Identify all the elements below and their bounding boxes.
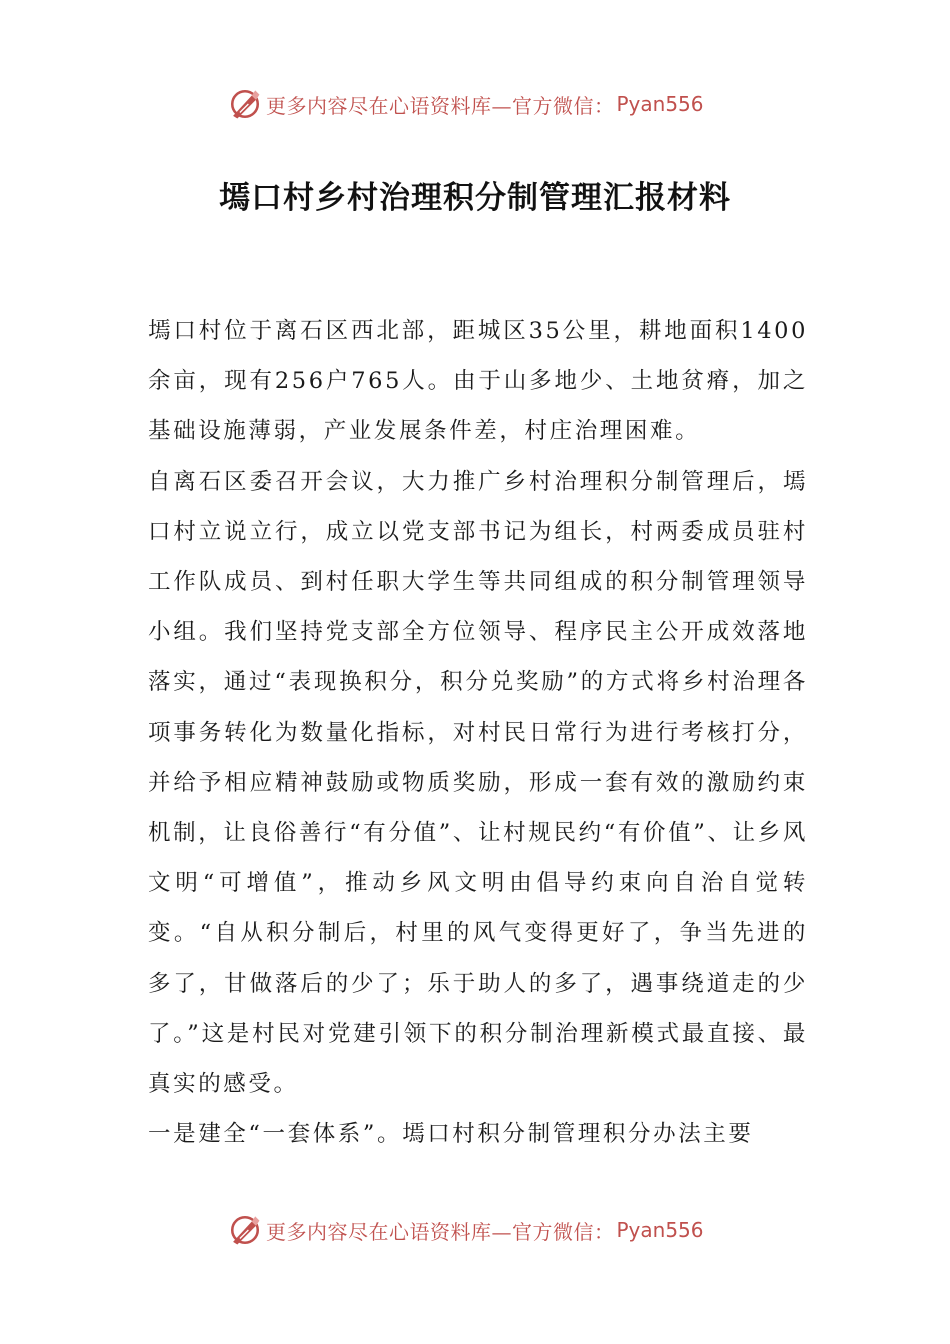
pen-logo-icon bbox=[228, 1213, 262, 1247]
header-watermark-banner bbox=[228, 84, 704, 124]
footer-wechat-id: Pyan556 bbox=[616, 1218, 704, 1242]
paragraph-main: 自离石区委召开会议，大力推广乡村治理积分制管理后，墕口村立说立行，成立以党支部书记为组长，村两委成员驻村工作队成员、到村任职大学生等共同组成的积分制管理领导小组。我们坚持党支部全方位领导、程序民主公开成效落地落实，通过“表现换积分，积分兑奖励”的方式将乡村治理各项事务转化为数量化指标，对村民日常行为进行考核打分，并给予相应精神鼓励或物质奖励，形成一套有效的激励约束机制，让良俗善行“有分值”、让村规民约“有价值”、让乡风文明“可增值”，推动乡风文明由倡导约束向自治自觉转变。“自从积分制后，村里的风气变得更好了，争当先进的多了，甘做落后的少了；乐于助人的多了，遇事绕道走的少了。”这是村民对党建引领下的积分制治理新模式最直接、最真实的感受。 bbox=[148, 468, 808, 1098]
document-body bbox=[148, 306, 808, 1159]
footer-banner-text: 更多内容尽在心语资料库—官方微信： bbox=[266, 1219, 615, 1244]
header-wechat-id: Pyan556 bbox=[616, 92, 704, 116]
paragraph-intro: 墕口村位于离石区西北部，距城区35公里，耕地面积1400余亩，现有256户765人。由于山多地少、土地贫瘠，加之基础设施薄弱，产业发展条件差，村庄治理困难。 bbox=[148, 318, 808, 445]
header-banner-text: 更多内容尽在心语资料库—官方微信： bbox=[266, 93, 615, 118]
paragraph-system: 一是建全“一套体系”。墕口村积分制管理积分办法主要 bbox=[148, 1121, 754, 1148]
document-title: 墕口村乡村治理积分制管理汇报材料 bbox=[219, 180, 731, 216]
footer-watermark-banner bbox=[228, 1210, 704, 1250]
pen-logo-icon bbox=[228, 87, 262, 121]
